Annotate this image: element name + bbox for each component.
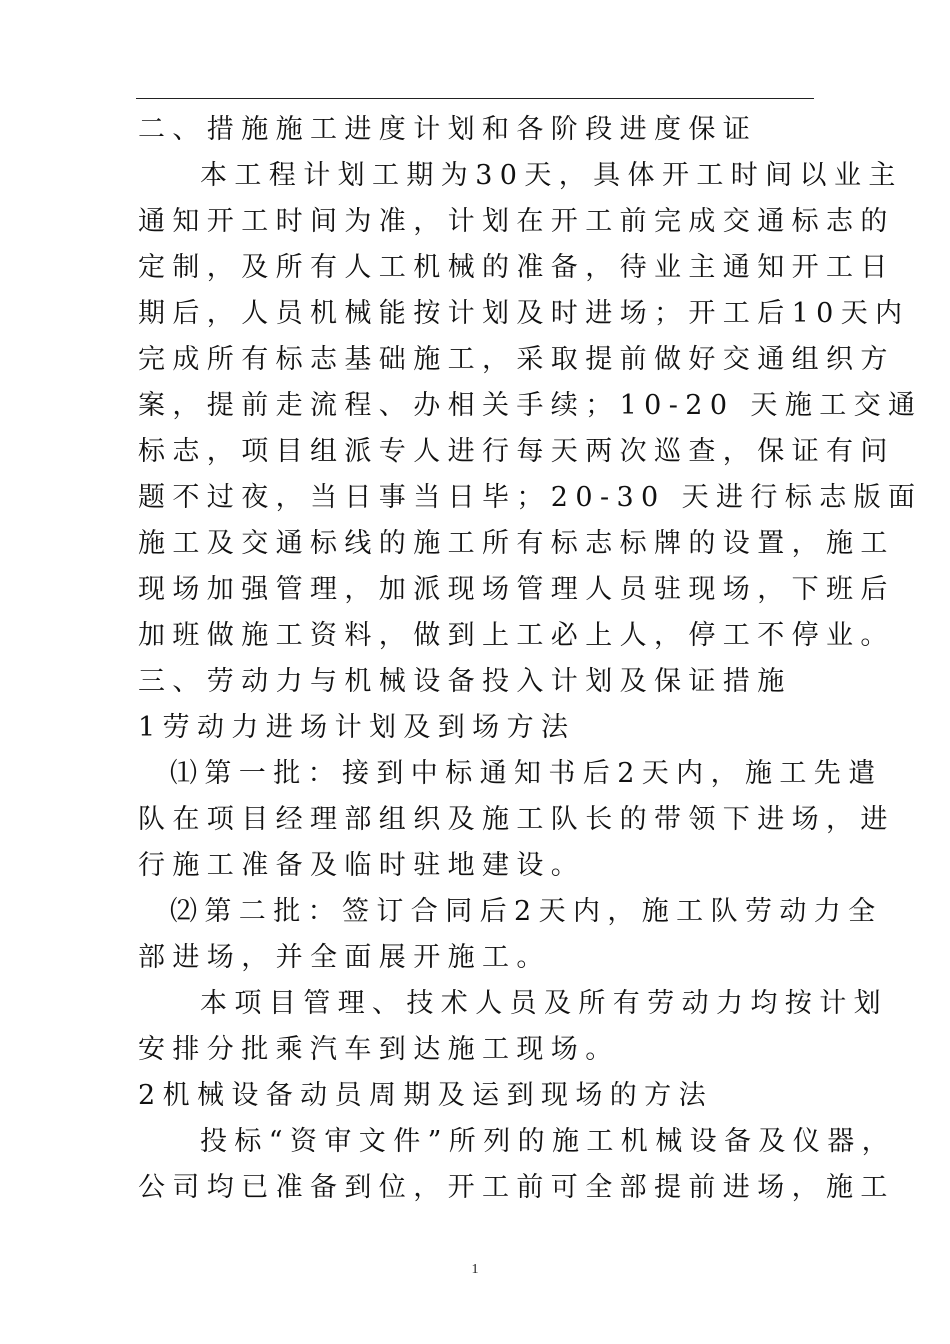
paragraph-line: 题不过夜，当日事当日毕；20-30 天进行标志版面 [138, 482, 923, 513]
section-heading-2: 二、措施施工进度计划和各阶段进度保证 [138, 114, 758, 145]
paragraph-line: 定制，及所有人工机械的准备，待业主通知开工日 [138, 252, 895, 283]
paragraph-line: 队在项目经理部组织及施工队长的带领下进场，进 [138, 804, 895, 835]
paragraph-line: 本工程计划工期为30天，具体开工时间以业主 [200, 160, 903, 191]
paragraph-line: 投标“资审文件”所列的施工机械设备及仪器， [200, 1126, 897, 1157]
subsection-heading-2: 2机械设备动员周期及运到现场的方法 [138, 1080, 713, 1111]
paragraph-line: 施工及交通标线的施工所有标志标牌的设置，施工 [138, 528, 895, 559]
paragraph-line: ⑴第一批：接到中标通知书后2天内，施工先遣 [170, 758, 883, 789]
section-heading-3: 三、劳动力与机械设备投入计划及保证措施 [138, 666, 792, 697]
paragraph-line: 加班做施工资料，做到上工必上人，停工不停业。 [138, 620, 895, 651]
paragraph-line: 完成所有标志基础施工，采取提前做好交通组织方 [138, 344, 895, 375]
paragraph-line: 部进场，并全面展开施工。 [138, 942, 551, 973]
subsection-heading-1: 1劳动力进场计划及到场方法 [138, 712, 576, 743]
paragraph-line: 行施工准备及临时驻地建设。 [138, 850, 586, 881]
paragraph-line: 标志，项目组派专人进行每天两次巡查，保证有问 [138, 436, 895, 467]
paragraph-line: 通知开工时间为准，计划在开工前完成交通标志的 [138, 206, 895, 237]
paragraph-line: 现场加强管理，加派现场管理人员驻现场，下班后 [138, 574, 895, 605]
paragraph-line: 本项目管理、技术人员及所有劳动力均按计划 [200, 988, 888, 1019]
paragraph-line: ⑵第二批：签订合同后2天内，施工队劳动力全 [170, 896, 883, 927]
paragraph-line: 公司均已准备到位，开工前可全部提前进场，施工 [138, 1172, 895, 1203]
page-number: 1 [471, 1262, 479, 1277]
header-rule [136, 98, 814, 99]
paragraph-line: 安排分批乘汽车到达施工现场。 [138, 1034, 620, 1065]
paragraph-line: 期后，人员机械能按计划及时进场；开工后10天内 [138, 298, 910, 329]
paragraph-line: 案，提前走流程、办相关手续；10-20 天施工交通 [138, 390, 923, 421]
